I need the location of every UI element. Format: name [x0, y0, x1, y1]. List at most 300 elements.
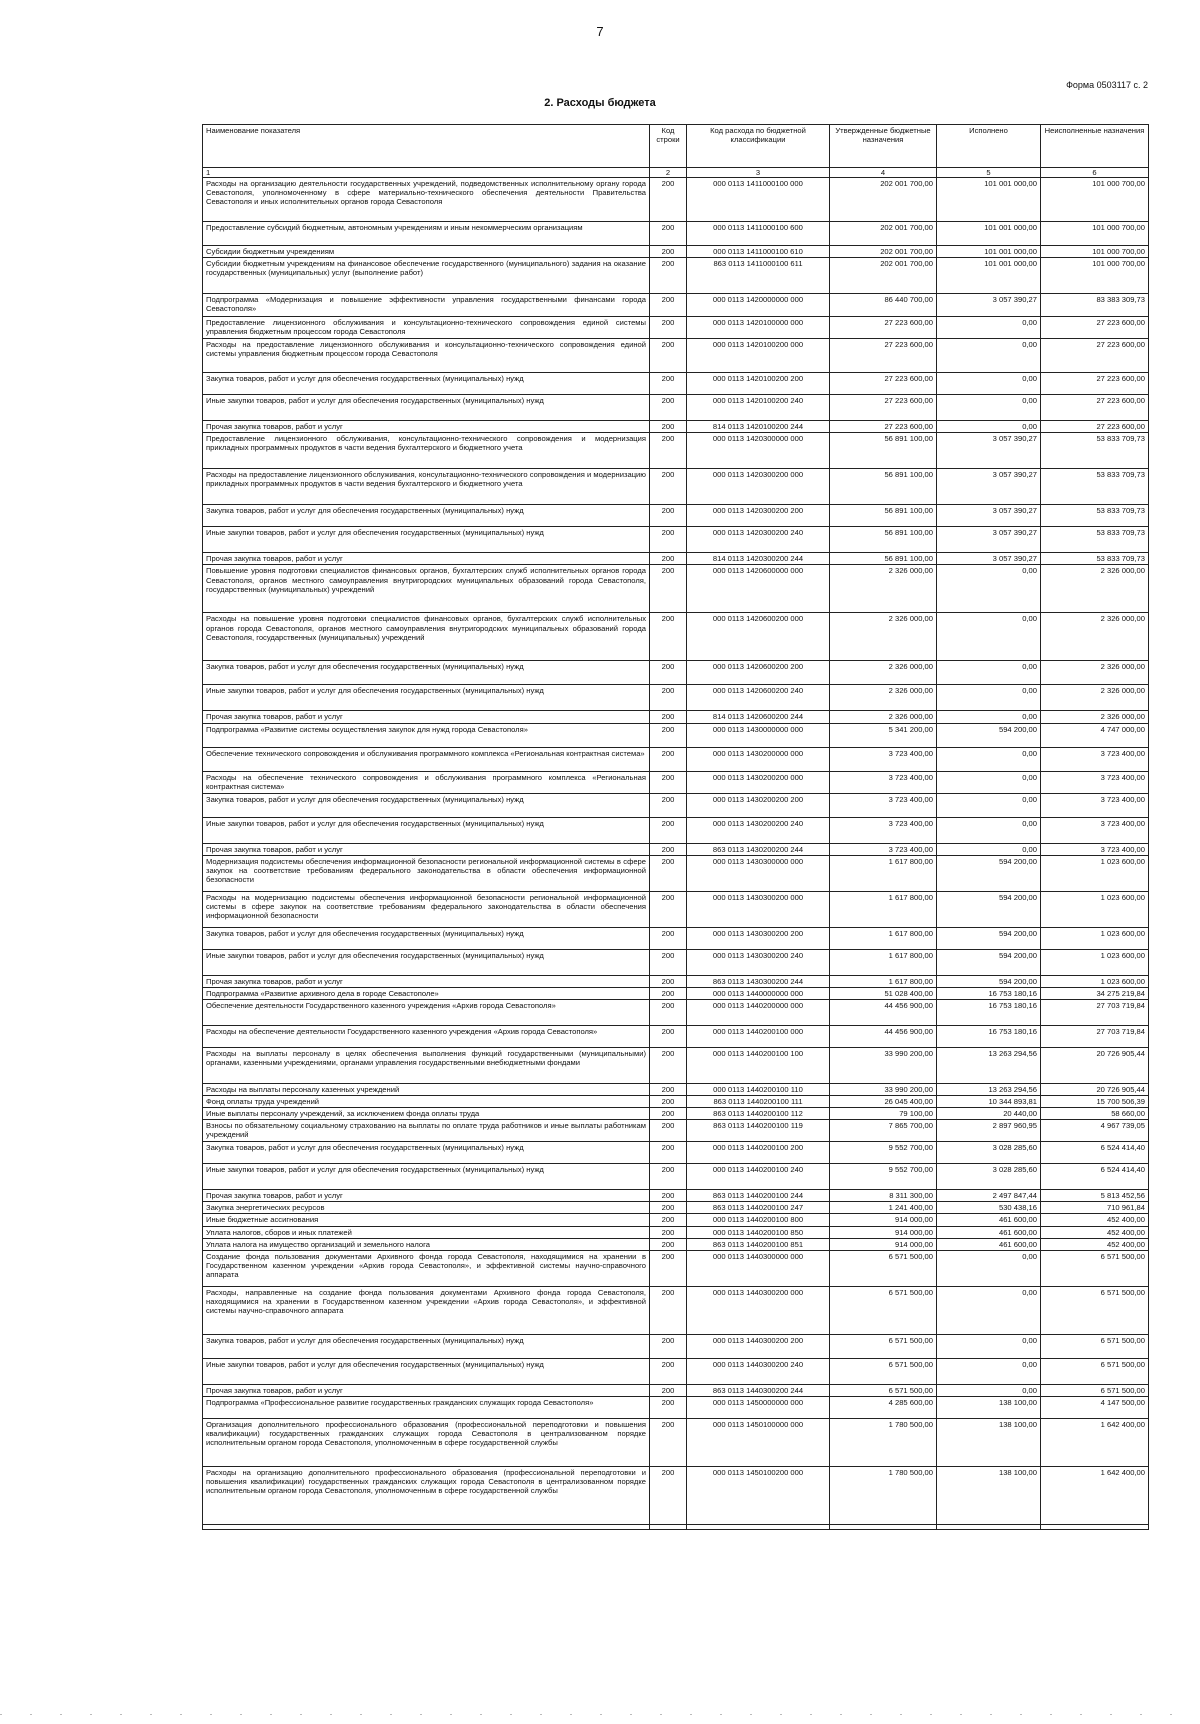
- row-indicator-name: Иные закупки товаров, работ и услуг для обеспечения государственных (муниципальных) нужд: [203, 817, 650, 843]
- row-unexecuted: 3 723 400,00: [1041, 771, 1149, 793]
- row-approved: 914 000,00: [830, 1226, 937, 1238]
- row-unexecuted: 1 023 600,00: [1041, 855, 1149, 891]
- row-approved: 8 311 300,00: [830, 1190, 937, 1202]
- row-executed: 0,00: [937, 1358, 1041, 1384]
- row-expense-code: 000 0113 1430300200 000: [687, 891, 830, 927]
- table-row: [203, 817, 1149, 843]
- row-expense-code: 863 0113 1440200100 112: [687, 1108, 830, 1120]
- row-approved: 33 990 200,00: [830, 1047, 937, 1083]
- row-indicator-name: Расходы на организацию деятельности государственных учреждений, подведомственных исполнительному органу города Севастополя, уполномоченному в сфере материально-технического обеспечения деятельности Правительства Севастополя и иных исполнительных органов города Севастополя: [203, 178, 650, 222]
- row-indicator-name: Расходы на обеспечение технического сопровождения и обслуживания программного комплекса «Региональная контрактная система»: [203, 771, 650, 793]
- table-row: [203, 1358, 1149, 1384]
- row-line-code: 200: [650, 771, 687, 793]
- row-unexecuted: 101 000 700,00: [1041, 258, 1149, 294]
- row-executed: 0,00: [937, 661, 1041, 685]
- row-indicator-name: Иные закупки товаров, работ и услуг для обеспечения государственных (муниципальных) нужд: [203, 527, 650, 553]
- row-unexecuted: 53 833 709,73: [1041, 469, 1149, 505]
- table-row: [203, 339, 1149, 373]
- table-row: [203, 1286, 1149, 1334]
- row-indicator-name: Закупка товаров, работ и услуг для обеспечения государственных (муниципальных) нужд: [203, 1142, 650, 1164]
- row-expense-code: 000 0113 1411000100 610: [687, 246, 830, 258]
- row-indicator-name: Прочая закупка товаров, работ и услуг: [203, 711, 650, 723]
- spacer-cell: [937, 1524, 1041, 1529]
- table-row: [203, 855, 1149, 891]
- table-row: [203, 1250, 1149, 1286]
- row-executed: 10 344 893,81: [937, 1095, 1041, 1107]
- row-expense-code: 863 0113 1440200100 851: [687, 1238, 830, 1250]
- table-row: [203, 661, 1149, 685]
- row-unexecuted: 58 660,00: [1041, 1108, 1149, 1120]
- row-expense-code: 000 0113 1420100200 200: [687, 373, 830, 395]
- row-indicator-name: Иные закупки товаров, работ и услуг для обеспечения государственных (муниципальных) нужд: [203, 949, 650, 975]
- row-line-code: 200: [650, 505, 687, 527]
- row-unexecuted: 2 326 000,00: [1041, 565, 1149, 613]
- row-indicator-name: Иные закупки товаров, работ и услуг для обеспечения государственных (муниципальных) нужд: [203, 685, 650, 711]
- row-unexecuted: 1 023 600,00: [1041, 891, 1149, 927]
- row-approved: 1 241 400,00: [830, 1202, 937, 1214]
- row-line-code: 200: [650, 1120, 687, 1142]
- row-expense-code: 000 0113 1420300000 000: [687, 433, 830, 469]
- row-executed: 0,00: [937, 373, 1041, 395]
- row-expense-code: 000 0113 1411000100 000: [687, 178, 830, 222]
- row-approved: 914 000,00: [830, 1238, 937, 1250]
- row-line-code: 200: [650, 373, 687, 395]
- row-line-code: 200: [650, 246, 687, 258]
- row-unexecuted: 83 383 309,73: [1041, 294, 1149, 317]
- row-executed: 101 001 000,00: [937, 178, 1041, 222]
- row-line-code: 200: [650, 1250, 687, 1286]
- table-row: [203, 294, 1149, 317]
- row-unexecuted: 6 571 500,00: [1041, 1384, 1149, 1396]
- row-expense-code: 000 0113 1420100000 000: [687, 317, 830, 339]
- row-line-code: 200: [650, 723, 687, 747]
- row-unexecuted: 4 147 500,00: [1041, 1396, 1149, 1418]
- row-executed: 461 600,00: [937, 1238, 1041, 1250]
- row-line-code: 200: [650, 222, 687, 246]
- table-row: [203, 1108, 1149, 1120]
- row-indicator-name: Иные выплаты персоналу учреждений, за исключением фонда оплаты труда: [203, 1108, 650, 1120]
- row-unexecuted: 20 726 905,44: [1041, 1047, 1149, 1083]
- spacer-cell: [830, 1524, 937, 1529]
- row-approved: 26 045 400,00: [830, 1095, 937, 1107]
- table-row: [203, 246, 1149, 258]
- row-line-code: 200: [650, 1466, 687, 1524]
- row-approved: 1 617 800,00: [830, 949, 937, 975]
- row-indicator-name: Расходы на организацию дополнительного профессионального образования (профессиональной переподготовки и повышения квалификации) государственных гражданских служащих города Севастополя в централизованном порядке исполнительным органом города Севастополя, уполномоченным в сфере государственной службы: [203, 1466, 650, 1524]
- row-unexecuted: 3 723 400,00: [1041, 817, 1149, 843]
- column-number: 5: [937, 168, 1041, 178]
- row-unexecuted: 1 023 600,00: [1041, 975, 1149, 987]
- row-expense-code: 000 0113 1430200000 000: [687, 747, 830, 771]
- row-line-code: 200: [650, 1418, 687, 1466]
- table-row: [203, 771, 1149, 793]
- row-approved: 2 326 000,00: [830, 685, 937, 711]
- row-executed: 16 753 180,16: [937, 999, 1041, 1025]
- row-executed: 3 057 390,27: [937, 469, 1041, 505]
- row-expense-code: 863 0113 1440300200 244: [687, 1384, 830, 1396]
- row-line-code: 200: [650, 339, 687, 373]
- row-approved: 5 341 200,00: [830, 723, 937, 747]
- row-unexecuted: 53 833 709,73: [1041, 433, 1149, 469]
- row-line-code: 200: [650, 433, 687, 469]
- table-row: [203, 565, 1149, 613]
- row-executed: 0,00: [937, 793, 1041, 817]
- table-row: [203, 1384, 1149, 1396]
- row-line-code: 200: [650, 1214, 687, 1226]
- row-indicator-name: Закупка товаров, работ и услуг для обеспечения государственных (муниципальных) нужд: [203, 927, 650, 949]
- row-indicator-name: Создание фонда пользования документами Архивного фонда города Севастополя, находящимися на хранении в Государственном казенном учреждении «Архив города Севастополя», и эффективной системы научно-справочного аппарата: [203, 1250, 650, 1286]
- row-approved: 1 617 800,00: [830, 855, 937, 891]
- row-expense-code: 863 0113 1430200200 244: [687, 843, 830, 855]
- row-approved: 202 001 700,00: [830, 222, 937, 246]
- row-unexecuted: 1 642 400,00: [1041, 1418, 1149, 1466]
- row-expense-code: 000 0113 1420100200 240: [687, 395, 830, 421]
- row-expense-code: 000 0113 1450000000 000: [687, 1396, 830, 1418]
- row-approved: 27 223 600,00: [830, 317, 937, 339]
- row-approved: 6 571 500,00: [830, 1286, 937, 1334]
- row-approved: 27 223 600,00: [830, 339, 937, 373]
- row-executed: 0,00: [937, 1250, 1041, 1286]
- row-executed: 594 200,00: [937, 855, 1041, 891]
- table-row: [203, 613, 1149, 661]
- table-row: [203, 723, 1149, 747]
- row-indicator-name: Закупка товаров, работ и услуг для обеспечения государственных (муниципальных) нужд: [203, 661, 650, 685]
- table-row: [203, 1396, 1149, 1418]
- row-unexecuted: 27 223 600,00: [1041, 317, 1149, 339]
- row-expense-code: 814 0113 1420100200 244: [687, 421, 830, 433]
- row-expense-code: 000 0113 1450100200 000: [687, 1466, 830, 1524]
- row-line-code: 200: [650, 565, 687, 613]
- row-approved: 914 000,00: [830, 1214, 937, 1226]
- table-row: [203, 975, 1149, 987]
- row-approved: 6 571 500,00: [830, 1250, 937, 1286]
- row-approved: 3 723 400,00: [830, 771, 937, 793]
- row-approved: 51 028 400,00: [830, 987, 937, 999]
- row-approved: 2 326 000,00: [830, 613, 937, 661]
- row-executed: 101 001 000,00: [937, 258, 1041, 294]
- table-row: [203, 1334, 1149, 1358]
- row-unexecuted: 2 326 000,00: [1041, 661, 1149, 685]
- row-indicator-name: Предоставление лицензионного обслуживания, консультационно-технического сопровождения и модернизация прикладных программных продуктов в части ведения бухгалтерского и бюджетного учета: [203, 433, 650, 469]
- table-row: [203, 1025, 1149, 1047]
- row-executed: 13 263 294,56: [937, 1083, 1041, 1095]
- row-unexecuted: 3 723 400,00: [1041, 747, 1149, 771]
- row-executed: 0,00: [937, 817, 1041, 843]
- row-expense-code: 000 0113 1430000000 000: [687, 723, 830, 747]
- table-row: [203, 222, 1149, 246]
- row-executed: 461 600,00: [937, 1226, 1041, 1238]
- row-executed: 3 057 390,27: [937, 294, 1041, 317]
- row-unexecuted: 6 571 500,00: [1041, 1358, 1149, 1384]
- row-indicator-name: Обеспечение деятельности Государственного казенного учреждения «Архив города Севастополя»: [203, 999, 650, 1025]
- row-line-code: 200: [650, 613, 687, 661]
- row-unexecuted: 710 961,84: [1041, 1202, 1149, 1214]
- row-unexecuted: 6 524 414,40: [1041, 1164, 1149, 1190]
- row-expense-code: 000 0113 1430200200 240: [687, 817, 830, 843]
- row-approved: 79 100,00: [830, 1108, 937, 1120]
- row-unexecuted: 101 000 700,00: [1041, 246, 1149, 258]
- table-row: [203, 949, 1149, 975]
- table-row: [203, 258, 1149, 294]
- table-row: [203, 1418, 1149, 1466]
- page-number: 7: [596, 24, 604, 39]
- row-unexecuted: 4 967 739,05: [1041, 1120, 1149, 1142]
- table-row: [203, 927, 1149, 949]
- row-executed: 530 438,16: [937, 1202, 1041, 1214]
- row-expense-code: 000 0113 1440200100 850: [687, 1226, 830, 1238]
- row-approved: 202 001 700,00: [830, 178, 937, 222]
- row-indicator-name: Повышение уровня подготовки специалистов финансовых органов, бухгалтерских служб исполнительных органов города Севастополя, органов местного самоуправления внутригородских муниципальных образований города Севастополя, государственных (муниципальных) учреждений: [203, 565, 650, 613]
- row-expense-code: 000 0113 1430200200 000: [687, 771, 830, 793]
- row-line-code: 200: [650, 975, 687, 987]
- table-row: [203, 469, 1149, 505]
- row-line-code: 200: [650, 1286, 687, 1334]
- row-unexecuted: 452 400,00: [1041, 1214, 1149, 1226]
- row-unexecuted: 452 400,00: [1041, 1226, 1149, 1238]
- row-indicator-name: Иные закупки товаров, работ и услуг для обеспечения государственных (муниципальных) нужд: [203, 1164, 650, 1190]
- row-expense-code: 000 0113 1420300200 000: [687, 469, 830, 505]
- column-number: 2: [650, 168, 687, 178]
- row-executed: 0,00: [937, 711, 1041, 723]
- row-indicator-name: Фонд оплаты труда учреждений: [203, 1095, 650, 1107]
- row-executed: 594 200,00: [937, 891, 1041, 927]
- row-approved: 1 617 800,00: [830, 891, 937, 927]
- row-executed: 0,00: [937, 421, 1041, 433]
- row-expense-code: 000 0113 1440300200 200: [687, 1334, 830, 1358]
- row-executed: 3 057 390,27: [937, 433, 1041, 469]
- row-expense-code: 000 0113 1420600200 000: [687, 613, 830, 661]
- row-executed: 594 200,00: [937, 975, 1041, 987]
- row-indicator-name: Субсидии бюджетным учреждениям: [203, 246, 650, 258]
- table-row: [203, 1164, 1149, 1190]
- scan-artifact-line: [0, 1714, 1200, 1715]
- row-expense-code: 000 0113 1440000000 000: [687, 987, 830, 999]
- row-unexecuted: 101 000 700,00: [1041, 178, 1149, 222]
- row-expense-code: 000 0113 1440300200 000: [687, 1286, 830, 1334]
- row-expense-code: 000 0113 1430300000 000: [687, 855, 830, 891]
- row-approved: 56 891 100,00: [830, 469, 937, 505]
- row-indicator-name: Подпрограмма «Модернизация и повышение эффективности управления государственными финансами города Севастополя»: [203, 294, 650, 317]
- row-expense-code: 000 0113 1440200100 200: [687, 1142, 830, 1164]
- row-unexecuted: 1 023 600,00: [1041, 949, 1149, 975]
- row-executed: 0,00: [937, 685, 1041, 711]
- row-line-code: 200: [650, 855, 687, 891]
- row-executed: 594 200,00: [937, 927, 1041, 949]
- row-approved: 1 617 800,00: [830, 975, 937, 987]
- row-approved: 56 891 100,00: [830, 553, 937, 565]
- row-executed: 3 057 390,27: [937, 553, 1041, 565]
- row-unexecuted: 27 223 600,00: [1041, 339, 1149, 373]
- row-expense-code: 814 0113 1420300200 244: [687, 553, 830, 565]
- row-line-code: 200: [650, 685, 687, 711]
- header-executed: Исполнено: [937, 125, 1041, 168]
- row-indicator-name: Расходы на предоставление лицензионного обслуживания, консультационно-технического сопровождения и модернизацию прикладных программных продуктов в части ведения бухгалтерского и бюджетного учета: [203, 469, 650, 505]
- row-expense-code: 814 0113 1420600200 244: [687, 711, 830, 723]
- row-expense-code: 000 0113 1420300200 240: [687, 527, 830, 553]
- row-line-code: 200: [650, 817, 687, 843]
- row-line-code: 200: [650, 747, 687, 771]
- row-approved: 1 617 800,00: [830, 927, 937, 949]
- row-approved: 6 571 500,00: [830, 1334, 937, 1358]
- table-row: [203, 793, 1149, 817]
- row-expense-code: 000 0113 1420600000 000: [687, 565, 830, 613]
- row-indicator-name: Расходы на обеспечение деятельности Государственного казенного учреждения «Архив города Севастополя»: [203, 1025, 650, 1047]
- row-executed: 0,00: [937, 565, 1041, 613]
- table-row: [203, 1226, 1149, 1238]
- row-expense-code: 863 0113 1440200100 119: [687, 1120, 830, 1142]
- row-indicator-name: Обеспечение технического сопровождения и обслуживания программного комплекса «Региональная контрактная система»: [203, 747, 650, 771]
- table-row: [203, 1190, 1149, 1202]
- row-expense-code: 000 0113 1440200100 000: [687, 1025, 830, 1047]
- header-line-code: Код строки: [650, 125, 687, 168]
- table-row: [203, 373, 1149, 395]
- row-executed: 16 753 180,16: [937, 987, 1041, 999]
- table-row: [203, 527, 1149, 553]
- row-line-code: 200: [650, 1384, 687, 1396]
- row-executed: 0,00: [937, 747, 1041, 771]
- row-executed: 594 200,00: [937, 949, 1041, 975]
- row-approved: 2 326 000,00: [830, 711, 937, 723]
- row-indicator-name: Иные закупки товаров, работ и услуг для обеспечения государственных (муниципальных) нужд: [203, 395, 650, 421]
- spacer-cell: [650, 1524, 687, 1529]
- row-indicator-name: Закупка энергетических ресурсов: [203, 1202, 650, 1214]
- row-line-code: 200: [650, 1334, 687, 1358]
- row-unexecuted: 4 747 000,00: [1041, 723, 1149, 747]
- row-line-code: 200: [650, 661, 687, 685]
- table-row: [203, 711, 1149, 723]
- row-line-code: 200: [650, 793, 687, 817]
- table-row: [203, 747, 1149, 771]
- row-executed: 20 440,00: [937, 1108, 1041, 1120]
- row-indicator-name: Иные бюджетные ассигнования: [203, 1214, 650, 1226]
- row-indicator-name: Прочая закупка товаров, работ и услуг: [203, 421, 650, 433]
- row-approved: 9 552 700,00: [830, 1164, 937, 1190]
- row-executed: 594 200,00: [937, 723, 1041, 747]
- row-line-code: 200: [650, 891, 687, 927]
- row-line-code: 200: [650, 1238, 687, 1250]
- row-unexecuted: 6 524 414,40: [1041, 1142, 1149, 1164]
- row-approved: 1 780 500,00: [830, 1466, 937, 1524]
- row-executed: 0,00: [937, 1286, 1041, 1334]
- row-line-code: 200: [650, 999, 687, 1025]
- row-unexecuted: 2 326 000,00: [1041, 685, 1149, 711]
- row-indicator-name: Модернизация подсистемы обеспечения информационной безопасности региональной информационной системы в сфере закупок на соответствие требованиям федерального законодательства в области обеспечения информационной безопасности: [203, 855, 650, 891]
- table-row: [203, 421, 1149, 433]
- form-reference: Форма 0503117 с. 2: [1066, 80, 1148, 90]
- row-line-code: 200: [650, 1202, 687, 1214]
- row-unexecuted: 27 703 719,84: [1041, 999, 1149, 1025]
- spacer-cell: [687, 1524, 830, 1529]
- row-approved: 44 456 900,00: [830, 1025, 937, 1047]
- budget-expenses-table: [202, 124, 1149, 1530]
- column-number: 1: [203, 168, 650, 178]
- row-expense-code: 000 0113 1440200100 110: [687, 1083, 830, 1095]
- table-row: [203, 505, 1149, 527]
- column-number: 3: [687, 168, 830, 178]
- row-approved: 33 990 200,00: [830, 1083, 937, 1095]
- row-expense-code: 000 0113 1440200100 800: [687, 1214, 830, 1226]
- row-line-code: 200: [650, 927, 687, 949]
- row-executed: 0,00: [937, 395, 1041, 421]
- row-executed: 0,00: [937, 1384, 1041, 1396]
- row-line-code: 200: [650, 469, 687, 505]
- row-unexecuted: 15 700 506,39: [1041, 1095, 1149, 1107]
- row-indicator-name: Прочая закупка товаров, работ и услуг: [203, 553, 650, 565]
- table-row: [203, 1466, 1149, 1524]
- row-executed: 0,00: [937, 843, 1041, 855]
- table-row: [203, 891, 1149, 927]
- row-approved: 6 571 500,00: [830, 1384, 937, 1396]
- row-executed: 101 001 000,00: [937, 222, 1041, 246]
- row-line-code: 200: [650, 317, 687, 339]
- row-indicator-name: Закупка товаров, работ и услуг для обеспечения государственных (муниципальных) нужд: [203, 1334, 650, 1358]
- row-unexecuted: 2 326 000,00: [1041, 711, 1149, 723]
- table-row: [203, 1120, 1149, 1142]
- row-expense-code: 000 0113 1420600200 200: [687, 661, 830, 685]
- row-executed: 138 100,00: [937, 1418, 1041, 1466]
- row-indicator-name: Подпрограмма «Профессиональное развитие государственных гражданских служащих города Севастополя»: [203, 1396, 650, 1418]
- row-executed: 0,00: [937, 317, 1041, 339]
- row-line-code: 200: [650, 1095, 687, 1107]
- row-expense-code: 000 0113 1420000000 000: [687, 294, 830, 317]
- row-approved: 7 865 700,00: [830, 1120, 937, 1142]
- row-executed: 0,00: [937, 613, 1041, 661]
- row-line-code: 200: [650, 1164, 687, 1190]
- row-expense-code: 000 0113 1430300200 240: [687, 949, 830, 975]
- row-executed: 2 897 960,95: [937, 1120, 1041, 1142]
- row-expense-code: 000 0113 1440200000 000: [687, 999, 830, 1025]
- row-indicator-name: Прочая закупка товаров, работ и услуг: [203, 1190, 650, 1202]
- row-line-code: 200: [650, 258, 687, 294]
- row-line-code: 200: [650, 949, 687, 975]
- row-approved: 27 223 600,00: [830, 395, 937, 421]
- table-row: [203, 1047, 1149, 1083]
- row-line-code: 200: [650, 843, 687, 855]
- table-row: [203, 395, 1149, 421]
- row-executed: 3 057 390,27: [937, 527, 1041, 553]
- row-executed: 461 600,00: [937, 1214, 1041, 1226]
- row-indicator-name: Расходы на повышение уровня подготовки специалистов финансовых органов, бухгалтерских служб исполнительных органов города Севастополя, органов местного самоуправления внутригородских муниципальных образований города Севастополя, государственных (муниципальных) учреждений: [203, 613, 650, 661]
- row-indicator-name: Закупка товаров, работ и услуг для обеспечения государственных (муниципальных) нужд: [203, 793, 650, 817]
- row-unexecuted: 27 223 600,00: [1041, 395, 1149, 421]
- row-approved: 4 285 600,00: [830, 1396, 937, 1418]
- row-line-code: 200: [650, 421, 687, 433]
- row-indicator-name: Расходы на модернизацию подсистемы обеспечения информационной безопасности региональной информационной системы в сфере закупок на соответствие требованиям федерального законодательства в области обеспечения информационной безопасности: [203, 891, 650, 927]
- row-approved: 3 723 400,00: [830, 747, 937, 771]
- header-expense-code: Код расхода по бюджетной классификации: [687, 125, 830, 168]
- row-executed: 16 753 180,16: [937, 1025, 1041, 1047]
- row-unexecuted: 1 642 400,00: [1041, 1466, 1149, 1524]
- row-line-code: 200: [650, 553, 687, 565]
- row-approved: 202 001 700,00: [830, 258, 937, 294]
- row-expense-code: 000 0113 1420600200 240: [687, 685, 830, 711]
- column-number: 4: [830, 168, 937, 178]
- table-header-row: [203, 125, 1149, 168]
- table-row: [203, 987, 1149, 999]
- row-approved: 44 456 900,00: [830, 999, 937, 1025]
- row-unexecuted: 53 833 709,73: [1041, 527, 1149, 553]
- row-expense-code: 000 0113 1430200200 200: [687, 793, 830, 817]
- table-row: [203, 843, 1149, 855]
- row-expense-code: 000 0113 1430300200 200: [687, 927, 830, 949]
- row-expense-code: 000 0113 1420100200 000: [687, 339, 830, 373]
- row-line-code: 200: [650, 987, 687, 999]
- row-indicator-name: Подпрограмма «Развитие архивного дела в городе Севастополе»: [203, 987, 650, 999]
- table-row: [203, 1214, 1149, 1226]
- row-executed: 0,00: [937, 1334, 1041, 1358]
- row-indicator-name: Подпрограмма «Развитие системы осуществления закупок для нужд города Севастополя»: [203, 723, 650, 747]
- table-body: [203, 178, 1149, 1530]
